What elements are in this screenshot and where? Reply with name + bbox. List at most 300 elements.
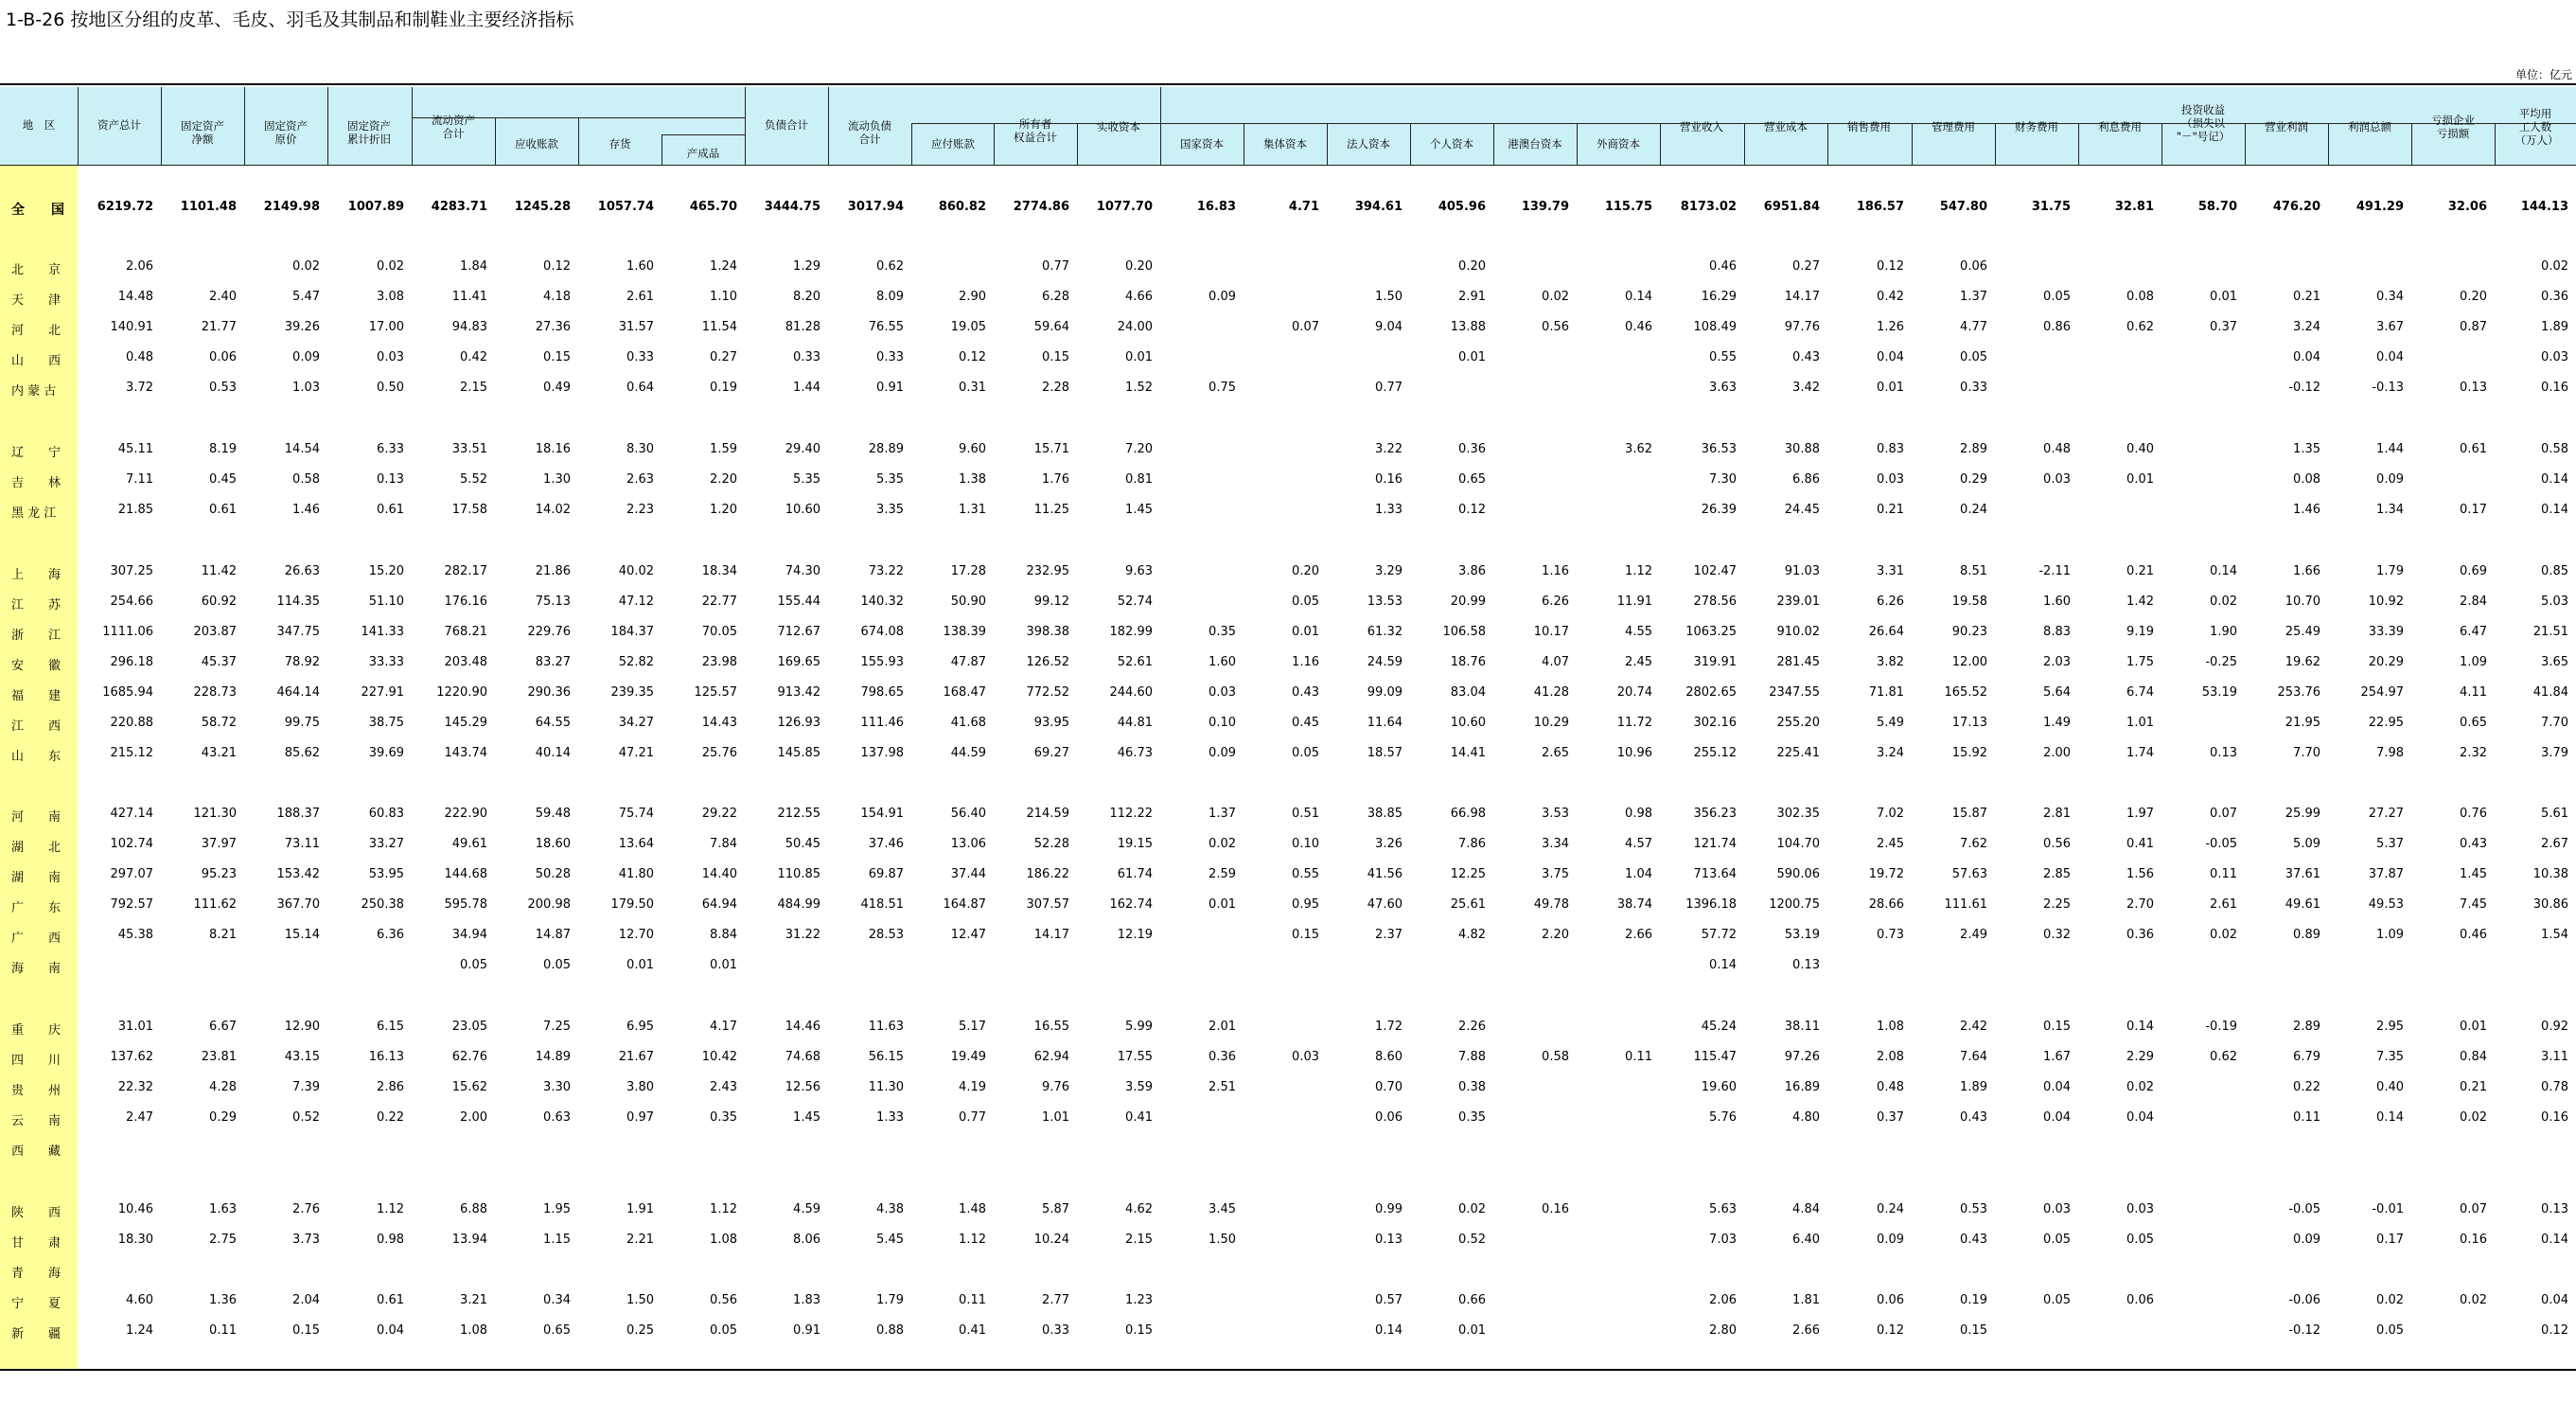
table-cell: 182.99: [1109, 625, 1153, 639]
table-cell: 0.09: [1209, 746, 1236, 760]
table-cell: 3.45: [1209, 1202, 1236, 1216]
table-cell: 2.51: [1209, 1080, 1236, 1094]
table-cell: 0.89: [2293, 928, 2320, 942]
header-divider: [495, 117, 496, 165]
table-cell: 27.36: [535, 320, 571, 334]
table-cell: 3.53: [1542, 807, 1569, 821]
table-cell: 6.88: [460, 1202, 487, 1216]
table-cell: 491.29: [2355, 200, 2404, 214]
table-cell: -2.11: [2038, 564, 2071, 578]
table-cell: 0.09: [1877, 1233, 1904, 1247]
table-cell: 254.66: [110, 595, 153, 609]
region-column: [0, 165, 78, 1369]
region-label: 江 西: [11, 719, 62, 734]
table-cell: 11.41: [451, 290, 487, 304]
table-cell: 0.02: [2376, 1293, 2404, 1307]
table-cell: 94.83: [451, 320, 487, 334]
table-cell: 99.09: [1367, 685, 1403, 700]
table-cell: 45.24: [1701, 1020, 1737, 1034]
table-cell: 254.97: [2360, 685, 2404, 700]
table-cell: 64.55: [535, 716, 571, 730]
table-cell: 38.85: [1367, 807, 1403, 821]
table-cell: 23.98: [701, 655, 737, 669]
table-cell: 1.16: [1542, 564, 1569, 578]
table-cell: 0.83: [1877, 442, 1904, 456]
table-cell: 186.57: [1856, 200, 1904, 214]
region-label: 湖 南: [11, 871, 62, 885]
table-cell: 0.10: [1209, 716, 1236, 730]
header-current-assets: 流动资产 合计: [432, 114, 475, 140]
header-financial-expenses: 财务费用: [2015, 120, 2058, 133]
header-divider: [2245, 123, 2246, 165]
table-cell: 13.94: [451, 1233, 487, 1247]
table-cell: 0.05: [2126, 1233, 2154, 1247]
header-divider: [78, 87, 79, 165]
table-cell: 0.13: [2541, 1202, 2568, 1216]
table-cell: 14.43: [701, 716, 737, 730]
table-cell: 0.35: [1209, 625, 1236, 639]
table-cell: -0.13: [2372, 381, 2404, 395]
table-cell: 0.05: [2043, 1293, 2071, 1307]
table-cell: 0.14: [2376, 1110, 2404, 1125]
table-cell: 14.41: [1450, 746, 1486, 760]
table-cell: 7.86: [1458, 837, 1486, 851]
region-label: 山 东: [11, 750, 62, 764]
table-cell: 0.15: [1125, 1323, 1153, 1338]
table-cell: 29.22: [701, 807, 737, 821]
table-cell: 4.19: [959, 1080, 986, 1094]
table-cell: 22.32: [117, 1080, 153, 1094]
table-cell: 53.19: [2201, 685, 2237, 700]
table-cell: 0.65: [1458, 472, 1486, 487]
table-cell: 20.99: [1450, 595, 1486, 609]
table-cell: 2.61: [626, 290, 654, 304]
table-cell: 6951.84: [1763, 200, 1820, 214]
table-cell: 6.33: [377, 442, 404, 456]
table-cell: 43.21: [201, 746, 237, 760]
table-cell: 34.27: [618, 716, 654, 730]
table-cell: 0.13: [2460, 381, 2487, 395]
table-cell: 64.94: [701, 897, 737, 912]
table-cell: 0.02: [2460, 1293, 2487, 1307]
table-cell: 44.81: [1117, 716, 1153, 730]
table-cell: 0.02: [2210, 595, 2237, 609]
table-cell: 0.95: [1292, 897, 1319, 912]
table-cell: 1.75: [2126, 655, 2154, 669]
table-cell: 253.76: [2277, 685, 2320, 700]
table-cell: 22.77: [701, 595, 737, 609]
table-cell: 43.15: [284, 1050, 320, 1064]
table-cell: -0.05: [2205, 837, 2237, 851]
table-cell: 1.79: [2376, 564, 2404, 578]
table-cell: 1.03: [292, 381, 320, 395]
table-cell: 15.14: [284, 928, 320, 942]
table-cell: 0.36: [2541, 290, 2568, 304]
table-cell: 15.20: [368, 564, 404, 578]
header-divider: [2411, 123, 2412, 165]
table-cell: 52.61: [1117, 655, 1153, 669]
table-cell: 0.29: [209, 1110, 237, 1125]
table-cell: 153.42: [276, 867, 320, 881]
table-cell: 1.90: [2210, 625, 2237, 639]
table-cell: 0.01: [2126, 472, 2154, 487]
table-cell: -0.12: [2288, 381, 2320, 395]
table-cell: 15.71: [1033, 442, 1069, 456]
table-cell: 26.63: [284, 564, 320, 578]
table-cell: 0.15: [1042, 350, 1069, 364]
table-cell: 2.61: [2210, 897, 2237, 912]
table-cell: 1.33: [876, 1110, 904, 1125]
table-cell: 19.15: [1117, 837, 1153, 851]
header-legal-person-capital: 法人资本: [1347, 137, 1390, 151]
table-cell: 1.81: [1792, 1293, 1820, 1307]
table-cell: 4.66: [1125, 290, 1153, 304]
table-cell: 1.35: [2293, 442, 2320, 456]
table-cell: 5.03: [2541, 595, 2568, 609]
table-cell: 12.90: [284, 1020, 320, 1034]
table-cell: 2.49: [1960, 928, 1987, 942]
header-finished-goods: 产成品: [686, 147, 720, 160]
table-cell: 1.84: [460, 259, 487, 274]
table-cell: 16.29: [1701, 290, 1737, 304]
table-cell: 1.50: [626, 1293, 654, 1307]
table-cell: 9.04: [1375, 320, 1403, 334]
header-divider: [911, 123, 912, 165]
table-cell: 0.21: [2293, 290, 2320, 304]
table-cell: 2.84: [2460, 595, 2487, 609]
region-label: 辽 宁: [11, 446, 62, 460]
table-cell: 1.31: [959, 503, 986, 517]
table-cell: 3.79: [2541, 746, 2568, 760]
header-divider: [1160, 87, 1161, 165]
table-cell: 18.60: [535, 837, 571, 851]
table-cell: 0.05: [1960, 350, 1987, 364]
table-cell: 4.17: [710, 1020, 737, 1034]
table-cell: -0.06: [2288, 1293, 2320, 1307]
table-cell: 0.03: [2126, 1202, 2154, 1216]
table-cell: 2.47: [126, 1110, 153, 1125]
table-cell: 188.37: [276, 807, 320, 821]
table-cell: 2.37: [1375, 928, 1403, 942]
table-cell: 4.57: [1625, 837, 1652, 851]
table-cell: 19.72: [1868, 867, 1904, 881]
table-cell: 1220.90: [436, 685, 487, 700]
table-cell: 1.16: [1292, 655, 1319, 669]
table-cell: 0.22: [377, 1110, 404, 1125]
table-cell: 0.33: [793, 350, 820, 364]
table-cell: 19.05: [950, 320, 986, 334]
table-cell: 11.25: [1033, 503, 1069, 517]
header-divider: [412, 87, 413, 165]
table-cell: 0.12: [543, 259, 571, 274]
table-cell: 10.42: [701, 1050, 737, 1064]
table-cell: 0.06: [1960, 259, 1987, 274]
table-cell: 3.30: [543, 1080, 571, 1094]
table-cell: 15.92: [1951, 746, 1987, 760]
table-cell: 45.37: [201, 655, 237, 669]
table-cell: 0.87: [2460, 320, 2487, 334]
table-cell: 0.16: [2541, 381, 2568, 395]
table-cell: 11.72: [1616, 716, 1652, 730]
table-cell: 1685.94: [102, 685, 153, 700]
table-cell: 3.80: [626, 1080, 654, 1094]
table-cell: 0.46: [1625, 320, 1652, 334]
table-cell: 0.16: [2460, 1233, 2487, 1247]
table-cell: 1.37: [1209, 807, 1236, 821]
region-label: 吉 林: [11, 476, 62, 490]
table-cell: 0.04: [2293, 350, 2320, 364]
table-cell: 290.36: [527, 685, 571, 700]
table-cell: 1.60: [1209, 655, 1236, 669]
table-cell: 0.09: [1209, 290, 1236, 304]
table-cell: 1.23: [1125, 1293, 1153, 1307]
table-cell: 0.17: [2376, 1233, 2404, 1247]
table-cell: 10.24: [1033, 1233, 1069, 1247]
table-cell: 0.16: [1542, 1202, 1569, 1216]
table-cell: 1.01: [2126, 716, 2154, 730]
table-cell: 0.77: [1042, 259, 1069, 274]
table-cell: 24.00: [1117, 320, 1153, 334]
table-cell: 713.64: [1693, 867, 1737, 881]
table-cell: 0.06: [209, 350, 237, 364]
table-cell: 307.57: [1026, 897, 1069, 912]
table-cell: 49.78: [1533, 897, 1569, 912]
table-cell: 99.75: [284, 716, 320, 730]
table-cell: 3.24: [2293, 320, 2320, 334]
table-cell: 41.56: [1367, 867, 1403, 881]
table-cell: 12.47: [950, 928, 986, 942]
table-cell: 11.30: [868, 1080, 904, 1094]
table-cell: 19.60: [1701, 1080, 1737, 1094]
table-cell: 2.15: [460, 381, 487, 395]
table-cell: 2.00: [460, 1110, 487, 1125]
table-cell: 0.13: [1375, 1233, 1403, 1247]
table-cell: 3.73: [292, 1233, 320, 1247]
table-cell: 14.17: [1784, 290, 1820, 304]
table-cell: 0.01: [2460, 1020, 2487, 1034]
table-cell: 0.49: [543, 381, 571, 395]
table-cell: 13.64: [618, 837, 654, 851]
table-cell: 4.07: [1542, 655, 1569, 669]
table-cell: 0.04: [377, 1323, 404, 1338]
region-label: 青 海: [11, 1267, 62, 1281]
table-cell: 111.46: [860, 716, 904, 730]
header-total-liabilities: 负债合计: [765, 118, 808, 132]
table-cell: 2.26: [1458, 1020, 1486, 1034]
table-cell: 1.37: [1960, 290, 1987, 304]
table-cell: 282.17: [444, 564, 487, 578]
table-cell: 0.46: [1709, 259, 1737, 274]
header-divider: [1160, 123, 1660, 124]
table-cell: -0.25: [2205, 655, 2237, 669]
table-cell: 24.45: [1784, 503, 1820, 517]
table-cell: 4.84: [1792, 1202, 1820, 1216]
table-cell: 278.56: [1693, 595, 1737, 609]
table-cell: 0.12: [1877, 259, 1904, 274]
table-cell: 1.50: [1375, 290, 1403, 304]
table-cell: 26.64: [1868, 625, 1904, 639]
table-cell: 6.67: [209, 1020, 237, 1034]
table-cell: 1077.70: [1096, 200, 1153, 214]
table-cell: 0.88: [876, 1323, 904, 1338]
table-cell: 0.05: [2376, 1323, 2404, 1338]
table-cell: 1.10: [710, 290, 737, 304]
table-cell: 0.48: [2043, 442, 2071, 456]
table-cell: 21.67: [618, 1050, 654, 1064]
table-cell: 772.52: [1026, 685, 1069, 700]
table-cell: 1101.48: [180, 200, 237, 214]
table-cell: 0.62: [2126, 320, 2154, 334]
table-cell: 31.75: [2031, 200, 2071, 214]
table-cell: 5.45: [876, 1233, 904, 1247]
table-cell: 8.83: [2043, 625, 2071, 639]
table-cell: 111.62: [193, 897, 237, 912]
table-cell: 1.95: [543, 1202, 571, 1216]
table-cell: 8.84: [710, 928, 737, 942]
table-cell: 6.15: [377, 1020, 404, 1034]
table-cell: 5.49: [1877, 716, 1904, 730]
table-cell: 14.48: [117, 290, 153, 304]
table-cell: 0.02: [1209, 837, 1236, 851]
table-cell: 0.05: [543, 958, 571, 972]
table-cell: 11.54: [701, 320, 737, 334]
table-cell: 3.72: [126, 381, 153, 395]
region-label: 全 国: [11, 203, 64, 218]
table-cell: 50.90: [950, 595, 986, 609]
table-cell: 0.03: [1877, 472, 1904, 487]
table-cell: 8.30: [626, 442, 654, 456]
table-cell: 41.80: [618, 867, 654, 881]
header-divider: [1827, 123, 1828, 165]
header-divider: [1577, 123, 1578, 165]
table-cell: 2347.55: [1769, 685, 1820, 700]
table-cell: 47.21: [618, 746, 654, 760]
table-cell: 23.81: [201, 1050, 237, 1064]
table-cell: 0.03: [1209, 685, 1236, 700]
table-cell: 33.33: [368, 655, 404, 669]
table-cell: 5.99: [1125, 1020, 1153, 1034]
table-cell: 2.75: [209, 1233, 237, 1247]
table-cell: 3.86: [1458, 564, 1486, 578]
table-cell: 0.62: [876, 259, 904, 274]
table-cell: 1.50: [1209, 1233, 1236, 1247]
table-cell: 0.40: [2376, 1080, 2404, 1094]
table-cell: 0.29: [1960, 472, 1987, 487]
table-cell: 0.14: [1625, 290, 1652, 304]
table-cell: 5.35: [793, 472, 820, 487]
table-cell: 0.11: [209, 1323, 237, 1338]
table-cell: 1.08: [1877, 1020, 1904, 1034]
table-cell: 56.40: [950, 807, 986, 821]
table-cell: 281.45: [1776, 655, 1820, 669]
table-cell: 0.97: [626, 1110, 654, 1125]
table-cell: 1.89: [2541, 320, 2568, 334]
table-cell: 0.21: [2126, 564, 2154, 578]
table-cell: 1.46: [2293, 503, 2320, 517]
table-cell: 165.52: [1944, 685, 1987, 700]
table-cell: 8.09: [876, 290, 904, 304]
table-cell: 7.88: [1458, 1050, 1486, 1064]
table-cell: 4.38: [876, 1202, 904, 1216]
table-cell: 2.43: [710, 1080, 737, 1094]
table-cell: 6.28: [1042, 290, 1069, 304]
table-cell: 0.11: [2293, 1110, 2320, 1125]
table-cell: 0.98: [1625, 807, 1652, 821]
table-cell: 3444.75: [764, 200, 820, 214]
table-cell: 0.33: [876, 350, 904, 364]
table-cell: 44.59: [950, 746, 986, 760]
table-cell: 4.18: [543, 290, 571, 304]
table-cell: 9.19: [2126, 625, 2154, 639]
table-cell: 0.04: [2376, 350, 2404, 364]
table-cell: 203.87: [193, 625, 237, 639]
table-cell: 0.01: [1292, 625, 1319, 639]
table-cell: 3017.94: [847, 200, 904, 214]
table-cell: 3.26: [1375, 837, 1403, 851]
table-cell: 1.33: [1375, 503, 1403, 517]
table-cell: 7.20: [1125, 442, 1153, 456]
table-cell: 0.10: [1292, 837, 1319, 851]
table-cell: 0.86: [2043, 320, 2071, 334]
table-cell: 16.83: [1196, 200, 1236, 214]
table-cell: 792.57: [110, 897, 153, 912]
table-cell: 1.45: [2460, 867, 2487, 881]
table-cell: 33.39: [2368, 625, 2404, 639]
table-cell: 144.68: [444, 867, 487, 881]
region-label: 上 海: [11, 568, 62, 582]
table-cell: 1.54: [2541, 928, 2568, 942]
table-cell: 78.92: [284, 655, 320, 669]
table-cell: 7.30: [1709, 472, 1737, 487]
region-label: 浙 江: [11, 629, 62, 643]
header-accumulated-depreciation: 固定资产 累计折旧: [347, 119, 391, 146]
table-cell: 14.40: [701, 867, 737, 881]
table-cell: 176.16: [444, 595, 487, 609]
header-individual-capital: 个人资本: [1430, 137, 1473, 151]
table-cell: 145.29: [444, 716, 487, 730]
table-cell: 18.76: [1450, 655, 1486, 669]
table-cell: 73.22: [868, 564, 904, 578]
table-cell: 7.02: [1877, 807, 1904, 821]
table-cell: 10.92: [2368, 595, 2404, 609]
table-cell: 15.62: [451, 1080, 487, 1094]
table-cell: 0.38: [1458, 1080, 1486, 1094]
header-divider: [578, 117, 579, 165]
table-cell: 0.91: [876, 381, 904, 395]
table-cell: 0.24: [1960, 503, 1987, 517]
table-cell: 1.24: [710, 259, 737, 274]
table-cell: 1.30: [543, 472, 571, 487]
table-cell: 2.70: [2126, 897, 2154, 912]
table-cell: 0.21: [1877, 503, 1904, 517]
table-cell: 0.48: [126, 350, 153, 364]
table-cell: 3.35: [876, 503, 904, 517]
table-cell: 11.91: [1616, 595, 1652, 609]
table-cell: 5.63: [1709, 1202, 1737, 1216]
table-cell: 4.71: [1288, 200, 1319, 214]
table-cell: 75.13: [535, 595, 571, 609]
table-cell: 59.48: [535, 807, 571, 821]
table-cell: 51.10: [368, 595, 404, 609]
table-cell: 0.33: [1042, 1323, 1069, 1338]
table-cell: 17.55: [1117, 1050, 1153, 1064]
table-cell: 2.20: [1542, 928, 1569, 942]
table-cell: 0.08: [2293, 472, 2320, 487]
table-cell: 14.54: [284, 442, 320, 456]
table-cell: 1.83: [793, 1293, 820, 1307]
table-cell: 8.21: [209, 928, 237, 942]
table-cell: 10.96: [1616, 746, 1652, 760]
